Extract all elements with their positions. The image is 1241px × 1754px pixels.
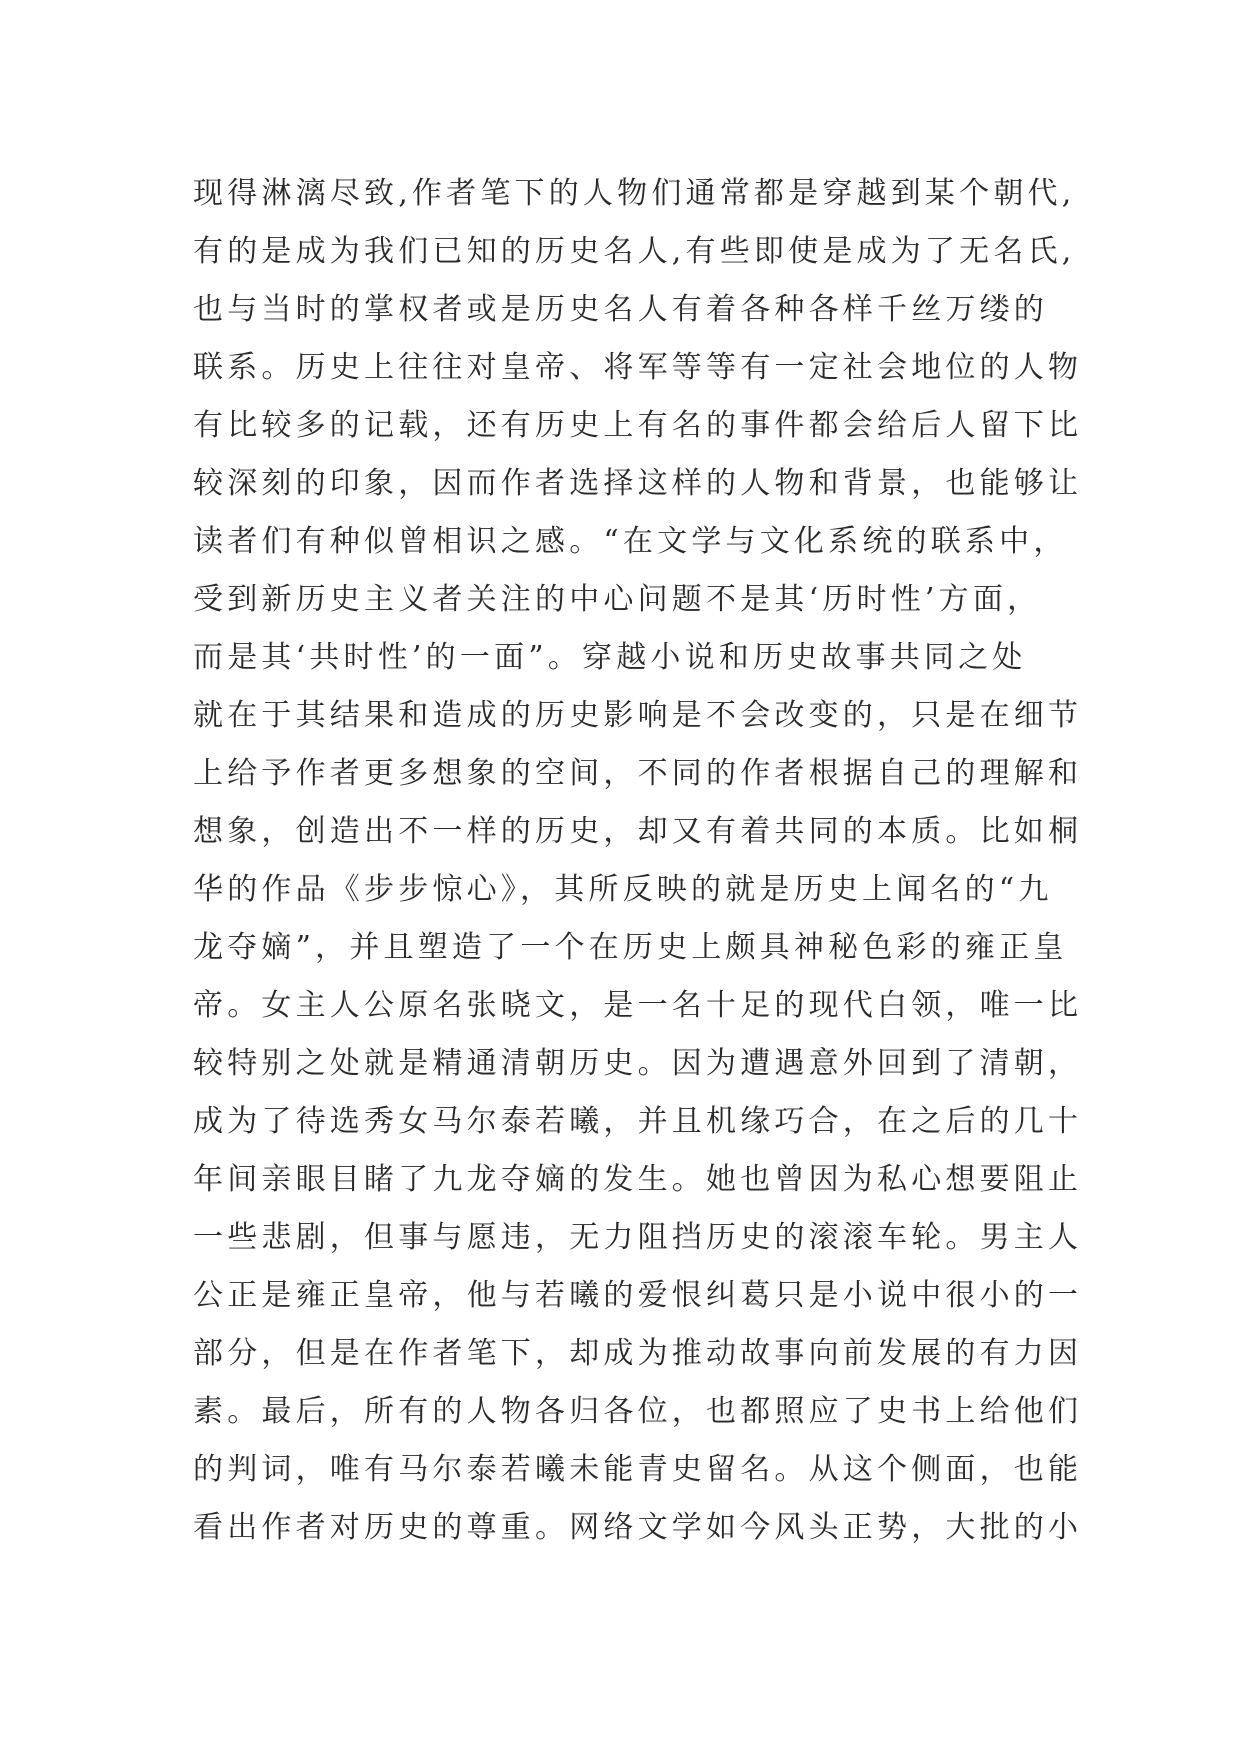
body-text xyxy=(193,165,1093,1557)
text-line: 有的是成为我们已知的历史名人,有些即使是成为了无名氏, xyxy=(193,234,1076,269)
text-line: 华的作品《步步惊心》，其所反映的就是历史上闻名的“九 xyxy=(193,872,1053,907)
text-line: 帝。女主人公原名张晓文，是一名十足的现代白领，唯一比 xyxy=(193,988,1083,1023)
text-line: 素。最后，所有的人物各归各位，也都照应了史书上给他们 xyxy=(193,1394,1083,1429)
text-line: 联系。历史上往往对皇帝、将军等等有一定社会地位的人物 xyxy=(193,350,1083,385)
text-line: 成为了待选秀女马尔泰若曦，并且机缘巧合，在之后的几十 xyxy=(193,1104,1083,1139)
text-line: 看出作者对历史的尊重。网络文学如今风头正势，大批的小 xyxy=(193,1510,1083,1545)
text-line: 就在于其结果和造成的历史影响是不会改变的，只是在细节 xyxy=(193,698,1083,733)
text-line: 较深刻的印象，因而作者选择这样的人物和背景，也能够让 xyxy=(193,466,1083,501)
text-line: 的判词，唯有马尔泰若曦未能青史留名。从这个侧面，也能 xyxy=(193,1452,1083,1487)
text-line: 上给予作者更多想象的空间，不同的作者根据自己的理解和 xyxy=(193,756,1083,791)
text-line: 龙夺嫡”，并且塑造了一个在历史上颇具神秘色彩的雍正皇 xyxy=(193,930,1068,965)
text-line: 部分，但是在作者笔下，却成为推动故事向前发展的有力因 xyxy=(193,1336,1083,1371)
text-line: 较特别之处就是精通清朝历史。因为遭遇意外回到了清朝， xyxy=(193,1046,1083,1081)
text-line: 现得淋漓尽致,作者笔下的人物们通常都是穿越到某个朝代, xyxy=(193,176,1076,211)
text-line: 而是其‘共时性’的一面”。穿越小说和历史故事共同之处 xyxy=(193,640,1027,675)
text-line: 读者们有种似曾相识之感。“在文学与文化系统的联系中， xyxy=(193,524,1068,559)
text-line: 有比较多的记载，还有历史上有名的事件都会给后人留下比 xyxy=(193,408,1083,443)
text-line: 想象，创造出不一样的历史，却又有着共同的本质。比如桐 xyxy=(193,814,1083,849)
text-line: 一些悲剧，但事与愿违，无力阻挡历史的滚滚车轮。男主人 xyxy=(193,1220,1083,1255)
text-line: 也与当时的掌权者或是历史名人有着各种各样千丝万缕的 xyxy=(193,292,1048,327)
text-line: 受到新历史主义者关注的中心问题不是其‘历时性’方面， xyxy=(193,582,1042,617)
text-line: 公正是雍正皇帝，他与若曦的爱恨纠葛只是小说中很小的一 xyxy=(193,1278,1083,1313)
text-line: 年间亲眼目睹了九龙夺嫡的发生。她也曾因为私心想要阻止 xyxy=(193,1162,1083,1197)
